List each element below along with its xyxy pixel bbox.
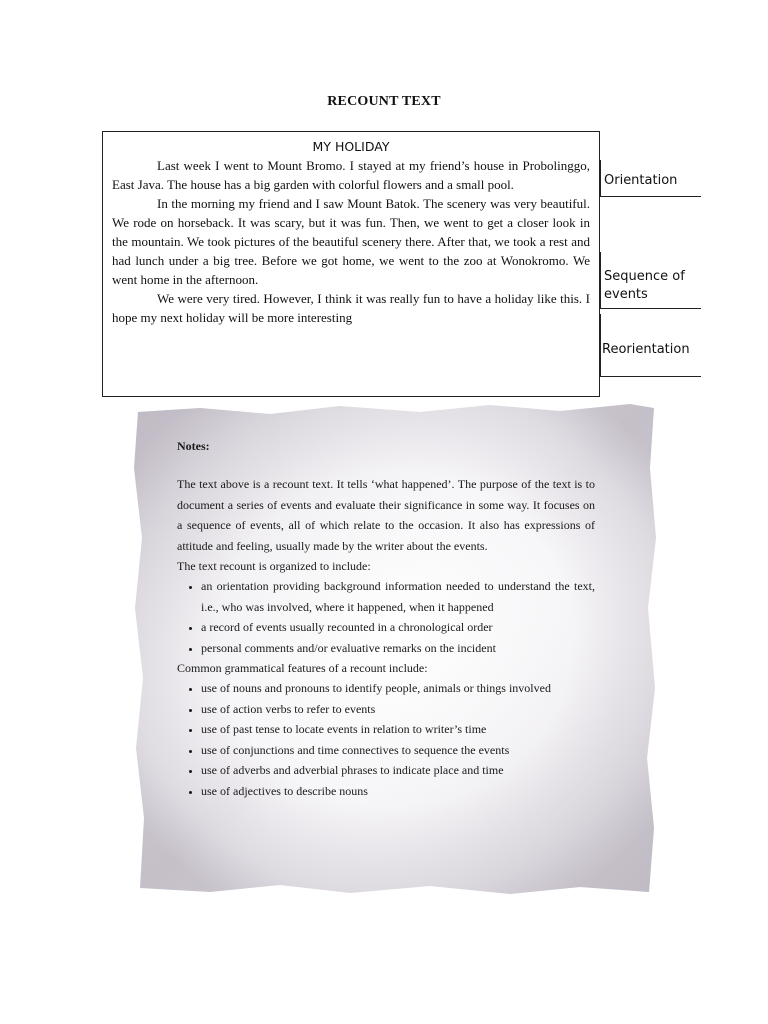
sequence-bracket-horizontal <box>600 308 701 309</box>
orientation-bracket-horizontal <box>600 196 701 197</box>
document-title: RECOUNT TEXT <box>327 94 441 109</box>
orientation-bracket-vertical <box>600 160 601 196</box>
reorientation-label: Reorientation <box>602 342 690 357</box>
story-paragraph-orientation: Last week I went to Mount Bromo. I stayed at my friend’s house in Probolinggo, East Java. The house has a big garden with colorful flowers and a small pool. <box>112 158 590 192</box>
notes-intro: The text above is a recount text. It tells ‘what happened’. The purpose of the text is to document a series of events and evaluate their significance in some way. It focuses on a sequence of events, all of which relate to the occasion. It also has expressions of attitude and feeling, usually made by the writer about the events. <box>177 477 595 553</box>
notes-content <box>177 436 595 801</box>
structure-lead: The text recount is organized to include: <box>177 559 371 574</box>
story-title: MY HOLIDAY <box>312 139 390 154</box>
story-box <box>102 131 600 397</box>
sequence-label-line1: Sequence of <box>604 269 685 284</box>
grammar-item-past-tense: • use of past tense to locate events in relation to writer’s time <box>201 719 595 739</box>
grammar-list <box>177 678 595 800</box>
orientation-label: Orientation <box>604 173 678 188</box>
reorientation-bracket-horizontal <box>600 376 701 377</box>
story-paragraph-reorientation: We were very tired. However, I think it was really fun to have a holiday like this. I hope my next holiday will be more interesting <box>112 291 590 325</box>
grammar-item-action-verbs: • use of action verbs to refer to events <box>201 699 595 719</box>
structure-list <box>177 576 595 658</box>
structure-item-events: • a record of events usually recounted in a chronological order <box>201 617 595 637</box>
structure-item-orientation: • an orientation providing background information needed to understand the text, i.e., who was involved, where it happened, when it happened <box>201 576 595 617</box>
structure-item-comments: • personal comments and/or evaluative remarks on the incident <box>201 638 595 658</box>
notes-card <box>130 398 660 898</box>
grammar-item-adjectives: • use of adjectives to describe nouns <box>201 781 595 801</box>
notes-heading: Notes: <box>177 439 210 453</box>
grammar-item-adverbs: • use of adverbs and adverbial phrases to indicate place and time <box>201 760 595 780</box>
reorientation-bracket-vertical <box>600 314 601 376</box>
grammar-item-nouns: • use of nouns and pronouns to identify people, animals or things involved <box>201 678 595 698</box>
sequence-label-line2: events <box>604 287 648 302</box>
sequence-bracket-vertical <box>600 252 601 308</box>
grammar-lead: Common grammatical features of a recount include: <box>177 661 428 676</box>
story-paragraph-events: In the morning my friend and I saw Mount Batok. The scenery was very beautiful. We rode on horseback. It was scary, but it was fun. Then, we went to get a closer look in the mountain. We took pictures of the beautiful scenery there. After that, we took a rest and had lunch under a big tree. Before we got home, we went to the zoo at Wonokromo. We went home in the afternoon. <box>112 196 590 287</box>
grammar-item-conjunctions: • use of conjunctions and time connectives to sequence the events <box>201 740 595 760</box>
